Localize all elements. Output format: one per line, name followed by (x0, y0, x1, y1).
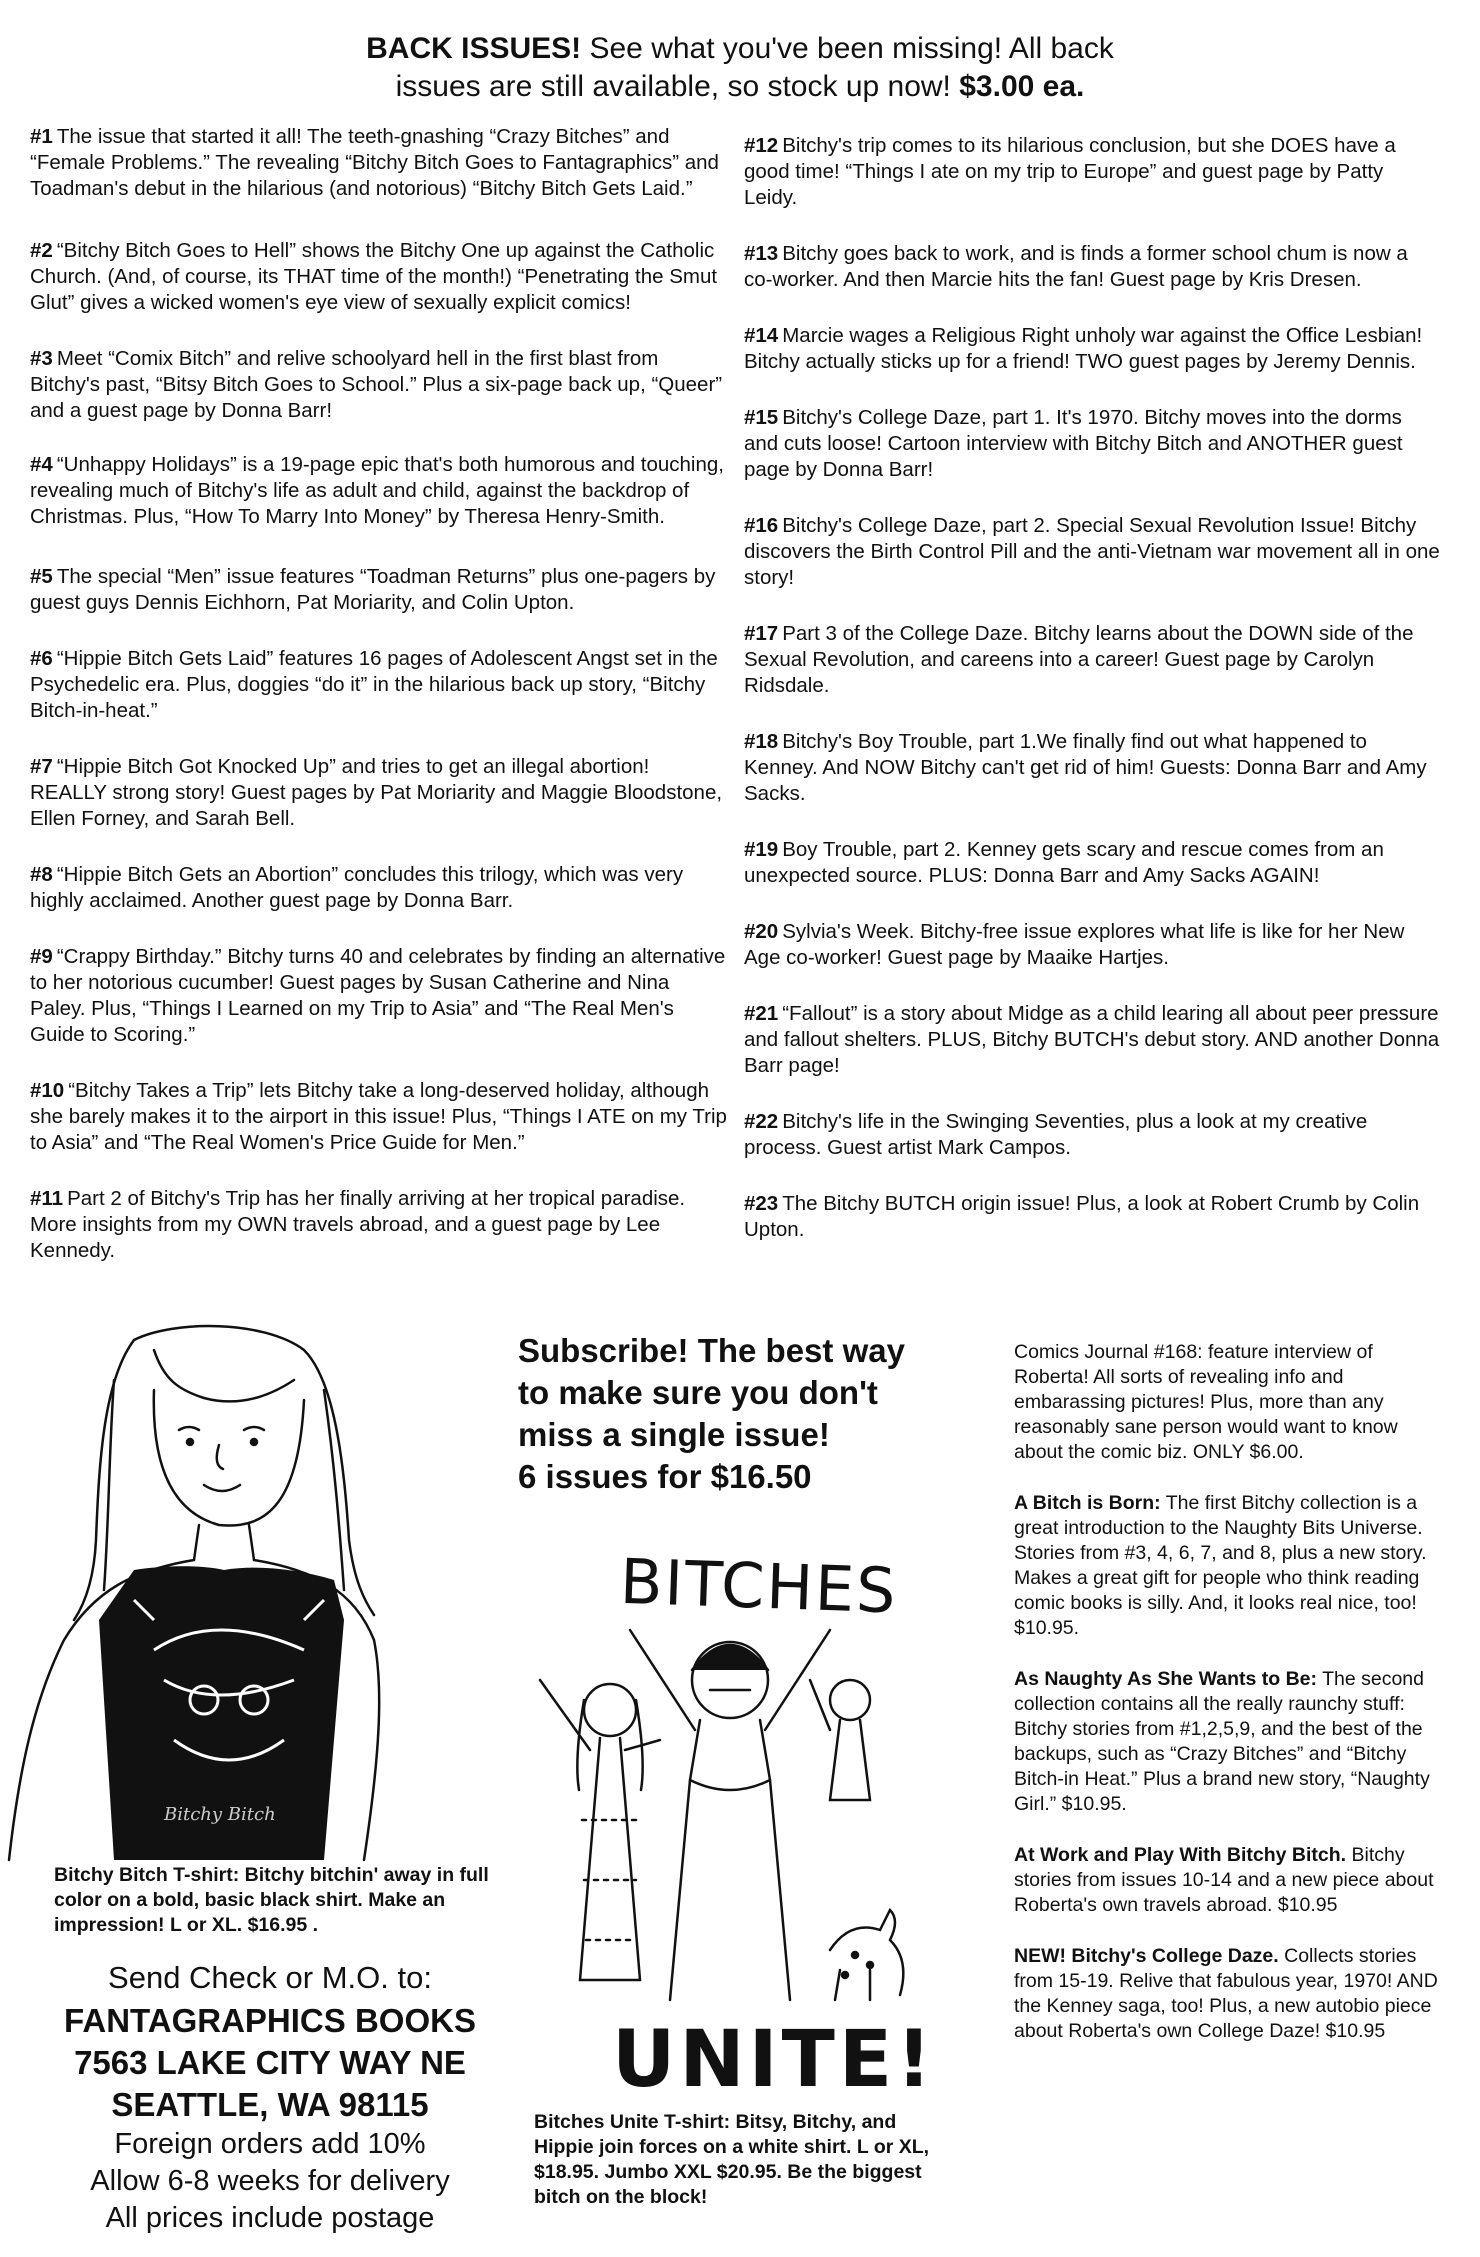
issue-item: #22 Bitchy's life in the Swinging Seventies, plus a look at my creative process. Guest artist Mark Campos. (744, 1110, 1368, 1159)
product-item: As Naughty As She Wants to Be: The second collection contains all the really raunchy stuff: Bitchy stories from #1,2,5,9, and the best of the backups, such as “Crazy Bitches” and “Bitchy Bitch-in Heat.” Plus a brand new story, “Naughty Girl.” $10.95. (1014, 1668, 1430, 1815)
header (0, 30, 1480, 106)
issue-price: $3.00 ea. (959, 70, 1085, 103)
product-item: A Bitch is Born: The first Bitchy collection is a great introduction to the Naughty Bits Universe. Stories from #3, 4, 6, 7, and 8, plus a new story. Makes a great gift for people who think reading comic books is silly. And, it looks real nice, too! $10.95. (1014, 1492, 1427, 1639)
issue-item: #5 The special “Men” issue features “Toadman Returns” plus one-pagers by guest guys Dennis Eichhorn, Pat Moriarity, and Colin Upton. (30, 565, 716, 614)
issue-item: #4 “Unhappy Holidays” is a 19-page epic that's both humorous and touching, revealing much of Bitchy's life as adult and child, against the backdrop of Christmas. Plus, “How To Marry Into Money” by Theresa Henry-Smith. (30, 453, 724, 528)
street-address: 7563 LAKE CITY WAY NE (74, 2044, 466, 2081)
issue-item: #16 Bitchy's College Daze, part 2. Special Sexual Revolution Issue! Bitchy discovers the Birth Control Pill and the anti-Vietnam war movement all in one story! (744, 514, 1440, 589)
bitches-unite-shirt-caption: Bitches Unite T-shirt: Bitsy, Bitchy, and Hippie join forces on a white shirt. L or XL, $18.95. Jumbo XXL $20.95. Be the biggest bitch on the block! (534, 2111, 930, 2208)
issue-item: #23 The Bitchy BUTCH origin issue! Plus, a look at Robert Crumb by Colin Upton. (744, 1192, 1420, 1241)
header-line-2: issues are still available, so stock up now! $3.00 ea. (395, 70, 1085, 103)
issue-item: #19 Boy Trouble, part 2. Kenney gets scary and rescue comes from an unexpected source. PLUS: Donna Barr and Amy Sacks AGAIN! (744, 838, 1384, 887)
shirt-print-text: Bitchy Bitch (164, 1804, 276, 1825)
subscribe-block: Subscribe! The best way to make sure you don't miss a single issue! 6 issues for $16.50 (518, 1332, 905, 1495)
issue-item: #9 “Crappy Birthday.” Bitchy turns 40 and celebrates by finding an alternative to her notorious cucumber! Guest pages by Susan Catherine and Nina Paley. Plus, “Things I Learned on my Trip to Asia” and “The Real Men's Guide to Scoring.” (30, 945, 726, 1046)
order-note: All prices include postage (105, 2202, 435, 2234)
publisher-name: FANTAGRAPHICS BOOKS (64, 2002, 476, 2039)
issue-item: #8 “Hippie Bitch Gets an Abortion” concludes this trilogy, which was very highly acclaimed. Another guest page by Donna Barr. (30, 863, 684, 912)
issue-item: #7 “Hippie Bitch Got Knocked Up” and tries to get an illegal abortion! REALLY strong story! Guest pages by Pat Moriarity and Maggie Bloodstone, Ellen Forney, and Sarah Bell. (30, 755, 723, 830)
issue-item: #12 Bitchy's trip comes to its hilarious conclusion, but she DOES have a good time! “Things I ate on my trip to Europe” and guest page by Patty Leidy. (744, 134, 1396, 209)
issue-item: #1 The issue that started it all! The teeth-gnashing “Crazy Bitches” and “Female Problems.” The revealing “Bitchy Bitch Goes to Fantagraphics” and Toadman's debut in the hilarious (and notorious) “Bitchy Bitch Gets Laid.” (30, 125, 719, 200)
bitches-title: BITCHES (618, 1544, 899, 1628)
issues-left-column (30, 124, 730, 1294)
issue-item: #18 Bitchy's Boy Trouble, part 1.We finally find out what happened to Kenney. And NOW Bitchy can't get rid of him! Guests: Donna Barr and Amy Sacks. (744, 730, 1427, 805)
issue-item: #17 Part 3 of the College Daze. Bitchy learns about the DOWN side of the Sexual Revolution, and careens into a career! Guest page by Carolyn Ridsdale. (744, 622, 1414, 697)
issue-item: #13 Bitchy goes back to work, and is finds a former school chum is now a co-worker. And then Marcie hits the fan! Guest page by Kris Dresen. (744, 242, 1408, 291)
issue-item: #6 “Hippie Bitch Gets Laid” features 16 pages of Adolescent Angst set in the Psychedelic era. Plus, doggies “do it” in the hilarious back up story, “Bitchy Bitch-in-heat.” (30, 647, 718, 722)
order-note: Foreign orders add 10% (114, 2128, 426, 2160)
product-item: Comics Journal #168: feature interview of Roberta! All sorts of revealing info and embarassing pictures! Plus, more than any reasonably sane person would want to know about the comic biz. ONLY $6.00. (1014, 1341, 1398, 1463)
issues-right-column (744, 133, 1440, 1273)
bitchy-shirt-caption: Bitchy Bitch T-shirt: Bitchy bitchin' away in full color on a bold, basic black shirt. Make an impression! L or XL. $16.95 . (54, 1864, 489, 1936)
issue-item: #20 Sylvia's Week. Bitchy-free issue explores what life is like for her New Age co-worker! Guest page by Maaike Hartjes. (744, 920, 1405, 969)
issue-item: #3 Meet “Comix Bitch” and relive schoolyard hell in the first blast from Bitchy's past, “Bitsy Bitch Goes to School.” Plus a six-page back up, “Queer” and a guest page by Donna Barr! (30, 347, 723, 422)
issue-item: #2 “Bitchy Bitch Goes to Hell” shows the Bitchy One up against the Catholic Church. (And, of course, its THAT time of the month!) “Penetrating the Smut Glut” gives a wicked women's eye view of sexually explicit comics! (30, 239, 718, 314)
issue-item: #10 “Bitchy Takes a Trip” lets Bitchy take a long-deserved holiday, although she barely makes it to the airport in this issue! Plus, “Things I ATE on my Trip to Asia” and “The Real Women's Price Guide for Men.” (30, 1079, 727, 1154)
product-item: NEW! Bitchy's College Daze. Collects stories from 15-19. Relive that fabulous year, 1970! AND the Kenney saga, too! Plus, a new autobio piece about Roberta's own College Daze! $10.95 (1014, 1945, 1438, 2042)
send-line: Send Check or M.O. to: (108, 1960, 432, 1995)
unite-title: UNITE! (612, 2015, 936, 2105)
products-column (1014, 1340, 1444, 2070)
issue-item: #15 Bitchy's College Daze, part 1. It's 1970. Bitchy moves into the dorms and cuts loose! Cartoon interview with Bitchy Bitch and ANOTHER guest page by Donna Barr! (744, 406, 1403, 481)
bitchy-tshirt-illustration (4, 1320, 488, 1865)
product-item: At Work and Play With Bitchy Bitch. Bitchy stories from issues 10-14 and a new piece about Roberta's own travels abroad. $10.95 (1014, 1844, 1434, 1916)
issue-item: #11 Part 2 of Bitchy's Trip has her finally arriving at her tropical paradise. More insights from my OWN travels abroad, and a guest page by Lee Kennedy. (30, 1187, 686, 1262)
bitches-unite-illustration (520, 1620, 940, 2015)
issue-item: #14 Marcie wages a Religious Right unholy war against the Office Lesbian! Bitchy actually sticks up for a friend! TWO guest pages by Jeremy Dennis. (744, 324, 1423, 373)
back-issues-heading: BACK ISSUES! (366, 32, 582, 65)
order-info (30, 1958, 510, 2237)
header-line-1: BACK ISSUES! See what you've been missing! All back (366, 32, 1114, 65)
issue-item: #21 “Fallout” is a story about Midge as a child learing all about peer pressure and fallout shelters. PLUS, Bitchy BUTCH's debut story. AND another Donna Barr page! (744, 1002, 1440, 1077)
city-address: SEATTLE, WA 98115 (111, 2086, 429, 2123)
order-note: Allow 6-8 weeks for delivery (90, 2165, 450, 2197)
